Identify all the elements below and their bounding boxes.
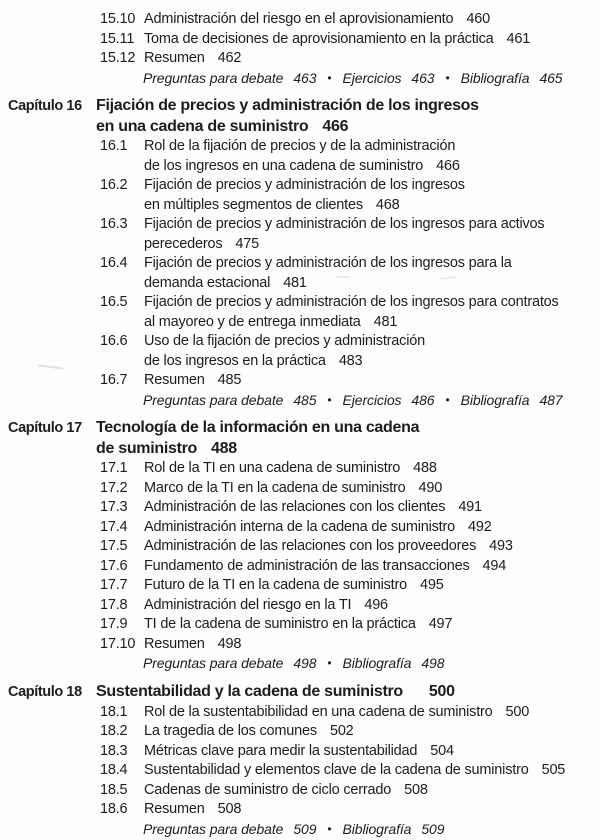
- page-number: 505: [542, 762, 566, 778]
- meta-label: Bibliografía: [343, 821, 412, 837]
- section-number: 16.3: [100, 215, 144, 254]
- page-number: 481: [283, 275, 307, 291]
- meta-label: Bibliografía: [461, 392, 530, 408]
- page-number: 475: [235, 236, 259, 252]
- toc-entry: [100, 254, 600, 293]
- section-title: [144, 537, 600, 557]
- section-number: 17.6: [100, 557, 144, 577]
- section-number: 17.9: [100, 615, 144, 635]
- meta-label: Bibliografía: [343, 655, 412, 671]
- page-number: 488: [211, 440, 237, 457]
- section-title: [144, 722, 600, 742]
- section-title: [144, 615, 600, 635]
- section-number: 16.5: [100, 293, 144, 332]
- section-title-text: Administración de las relaciones con los proveedores: [144, 538, 476, 554]
- section-number: 17.3: [100, 498, 144, 518]
- bullet-separator-icon: •: [445, 393, 449, 407]
- meta-item: [143, 392, 316, 408]
- section-title: [144, 576, 600, 596]
- bullet-separator-icon: •: [327, 822, 331, 836]
- chapter-title: [96, 681, 455, 703]
- chapter-title-line: Fijación de precios y administración de los ingresos: [96, 97, 479, 114]
- toc-entry: [100, 176, 600, 215]
- meta-item: [461, 392, 563, 408]
- chapter-label: Capítulo 16: [8, 95, 96, 137]
- chapter-heading: [8, 681, 600, 703]
- section-number: 17.10: [100, 635, 144, 655]
- section-title: [144, 635, 600, 655]
- page-number: 463: [411, 70, 434, 86]
- section-number: 17.7: [100, 576, 144, 596]
- page-number: 485: [293, 392, 316, 408]
- page-number: 483: [339, 353, 363, 369]
- section-title: [144, 781, 600, 801]
- section-title-text: TI de la cadena de suministro en la práctica: [144, 616, 416, 632]
- section-title: [144, 761, 600, 781]
- chapter-label: Capítulo 18: [8, 681, 96, 703]
- meta-label: Preguntas para debate: [143, 821, 283, 837]
- toc-entry: [100, 459, 600, 479]
- toc-entry: [100, 537, 600, 557]
- section-title: [144, 10, 600, 30]
- section-title-text: perecederos: [144, 236, 222, 252]
- section-title-text: Métricas clave para medir la sustentabilidad: [144, 743, 417, 759]
- section-number: 18.2: [100, 722, 144, 742]
- section-title: [144, 742, 600, 762]
- section-title: [144, 30, 600, 50]
- section-title-text: Sustentabilidad y elementos clave de la cadena de suministro: [144, 762, 529, 778]
- scan-artifact: [38, 364, 64, 369]
- chapter-title-line: en una cadena de suministro: [96, 118, 308, 135]
- page-number: 490: [419, 480, 443, 496]
- chapter-title: [96, 95, 479, 137]
- toc-entry: [100, 596, 600, 616]
- page-number: 497: [429, 616, 453, 632]
- meta-label: Preguntas para debate: [143, 392, 283, 408]
- section-title-text: Fijación de precios y administración de los ingresos para la: [144, 255, 512, 271]
- page-number: 493: [489, 538, 513, 554]
- toc-entry: [100, 49, 600, 69]
- page-number: 500: [429, 683, 455, 700]
- page-number: 491: [458, 499, 482, 515]
- section-title: [144, 176, 600, 215]
- toc-entry: [100, 703, 600, 723]
- meta-item: [343, 392, 435, 408]
- section-title: [144, 557, 600, 577]
- section-title: [144, 332, 600, 371]
- page-number: 498: [218, 636, 242, 652]
- toc-entry: [100, 332, 600, 371]
- page-number: 481: [374, 314, 398, 330]
- chapter-meta-line: [143, 391, 600, 412]
- page-number: 461: [507, 31, 531, 47]
- meta-item: [343, 821, 445, 837]
- chapter-title-line: Sustentabilidad y la cadena de suministro: [96, 683, 403, 700]
- toc-entry: [100, 761, 600, 781]
- section-number: 17.1: [100, 459, 144, 479]
- section-title-text: Administración del riesgo en la TI: [144, 597, 351, 613]
- toc-entry: [100, 30, 600, 50]
- section-title-text: Rol de la sustentabibilidad en una cadena de suministro: [144, 704, 493, 720]
- section-number: 17.4: [100, 518, 144, 538]
- section-title: [144, 459, 600, 479]
- section-number: 16.7: [100, 371, 144, 391]
- section-number: 16.4: [100, 254, 144, 293]
- meta-item: [461, 70, 563, 86]
- section-number: 15.12: [100, 49, 144, 69]
- page-number: 504: [430, 743, 454, 759]
- meta-label: Ejercicios: [343, 392, 402, 408]
- page-number: 463: [293, 70, 316, 86]
- section-number: 18.5: [100, 781, 144, 801]
- section-title: [144, 254, 600, 293]
- section-number: 16.1: [100, 137, 144, 176]
- meta-label: Preguntas para debate: [143, 70, 283, 86]
- toc-entry: [100, 557, 600, 577]
- section-title-text: Fundamento de administración de las transacciones: [144, 558, 470, 574]
- toc-entry: [100, 371, 600, 391]
- page-number: 502: [330, 723, 354, 739]
- section-title-text: Rol de la TI en una cadena de suministro: [144, 460, 400, 476]
- toc-entry: [100, 518, 600, 538]
- section-title-text: Fijación de precios y administración de los ingresos para activos: [144, 216, 544, 232]
- page-number: 462: [218, 50, 242, 66]
- toc-entry: [100, 742, 600, 762]
- chapter-title-line: Tecnología de la información en una cadena: [96, 419, 419, 436]
- chapter-heading: [8, 417, 600, 459]
- section-number: 17.2: [100, 479, 144, 499]
- page-number: 485: [218, 372, 242, 388]
- section-number: 18.1: [100, 703, 144, 723]
- section-number: 18.6: [100, 800, 144, 820]
- section-title: [144, 596, 600, 616]
- section-title-text: de los ingresos en la práctica: [144, 353, 326, 369]
- page-number: 495: [420, 577, 444, 593]
- section-title: [144, 498, 600, 518]
- chapter-label: Capítulo 17: [8, 417, 96, 459]
- section-number: 17.5: [100, 537, 144, 557]
- section-title-text: Resumen: [144, 372, 205, 388]
- section-title-text: Administración de las relaciones con los clientes: [144, 499, 445, 515]
- section-number: 17.8: [100, 596, 144, 616]
- section-title: [144, 703, 600, 723]
- section-title-text: Resumen: [144, 636, 205, 652]
- chapter-meta-line: [143, 820, 600, 840]
- page-number: 509: [421, 821, 444, 837]
- chapter-title-line: de suministro: [96, 440, 197, 457]
- toc-entry: [100, 615, 600, 635]
- section-title-text: al mayoreo y de entrega inmediata: [144, 314, 361, 330]
- toc-entry: [100, 635, 600, 655]
- page-number: 466: [436, 158, 460, 174]
- section-title-text: Uso de la fijación de precios y administración: [144, 333, 425, 349]
- meta-item: [343, 70, 435, 86]
- page-number: 500: [506, 704, 530, 720]
- toc-entry: [100, 781, 600, 801]
- section-title: [144, 49, 600, 69]
- section-title: [144, 800, 600, 820]
- page-number: 492: [468, 519, 492, 535]
- section-title-text: Cadenas de suministro de ciclo cerrado: [144, 782, 391, 798]
- chapter-title: [96, 417, 419, 459]
- section-title: [144, 371, 600, 391]
- meta-item: [143, 70, 316, 86]
- page-number: 496: [364, 597, 388, 613]
- bullet-separator-icon: •: [327, 71, 331, 85]
- section-title-text: demanda estacional: [144, 275, 270, 291]
- section-title: [144, 215, 600, 254]
- page-number: 508: [218, 801, 242, 817]
- section-title-text: Administración interna de la cadena de suministro: [144, 519, 455, 535]
- section-title-text: Resumen: [144, 50, 205, 66]
- page-number: 466: [322, 118, 348, 135]
- meta-label: Ejercicios: [343, 70, 402, 86]
- chapter-meta-line: [143, 654, 600, 675]
- meta-item: [143, 655, 316, 671]
- section-title-text: en múltiples segmentos de clientes: [144, 197, 363, 213]
- toc-entry: [100, 800, 600, 820]
- toc-entry: [100, 293, 600, 332]
- page-number: 498: [293, 655, 316, 671]
- section-title: [144, 518, 600, 538]
- toc-entry: [100, 479, 600, 499]
- page-number: 509: [293, 821, 316, 837]
- section-number: 16.2: [100, 176, 144, 215]
- page-number: 498: [421, 655, 444, 671]
- page-number: 465: [539, 70, 562, 86]
- section-title-text: Futuro de la TI en la cadena de suministro: [144, 577, 407, 593]
- bullet-separator-icon: •: [327, 393, 331, 407]
- section-title-text: Fijación de precios y administración de los ingresos para contratos: [144, 294, 559, 310]
- page-number: 494: [483, 558, 507, 574]
- page-number: 508: [404, 782, 428, 798]
- section-title-text: Fijación de precios y administración de los ingresos: [144, 177, 465, 193]
- meta-label: Preguntas para debate: [143, 655, 283, 671]
- section-number: 18.3: [100, 742, 144, 762]
- toc-entry: [100, 498, 600, 518]
- meta-label: Bibliografía: [461, 70, 530, 86]
- section-number: 16.6: [100, 332, 144, 371]
- page-number: 487: [539, 392, 562, 408]
- meta-item: [343, 655, 445, 671]
- section-title-text: Resumen: [144, 801, 205, 817]
- section-title-text: Toma de decisiones de aprovisionamiento en la práctica: [144, 31, 494, 47]
- toc-entry: [100, 576, 600, 596]
- toc-entry: [100, 10, 600, 30]
- meta-item: [143, 821, 316, 837]
- bullet-separator-icon: •: [327, 656, 331, 670]
- section-title: [144, 479, 600, 499]
- page-number: 486: [411, 392, 434, 408]
- bullet-separator-icon: •: [445, 71, 449, 85]
- page-number: 460: [466, 11, 490, 27]
- toc-entry: [100, 215, 600, 254]
- section-title-text: Rol de la fijación de precios y de la administración: [144, 138, 455, 154]
- page-number: 488: [413, 460, 437, 476]
- section-title-text: La tragedia de los comunes: [144, 723, 317, 739]
- section-title-text: Administración del riesgo en el aprovisionamiento: [144, 11, 453, 27]
- section-title-text: Marco de la TI en la cadena de suministro: [144, 480, 406, 496]
- section-number: 15.10: [100, 10, 144, 30]
- section-title: [144, 293, 600, 332]
- section-title: [144, 137, 600, 176]
- section-number: 18.4: [100, 761, 144, 781]
- section-title-text: de los ingresos en una cadena de suministro: [144, 158, 423, 174]
- page-number: 468: [376, 197, 400, 213]
- chapter-heading: [8, 95, 600, 137]
- chapter-meta-line: [143, 69, 600, 90]
- section-number: 15.11: [100, 30, 144, 50]
- toc-entry: [100, 137, 600, 176]
- toc-entry: [100, 722, 600, 742]
